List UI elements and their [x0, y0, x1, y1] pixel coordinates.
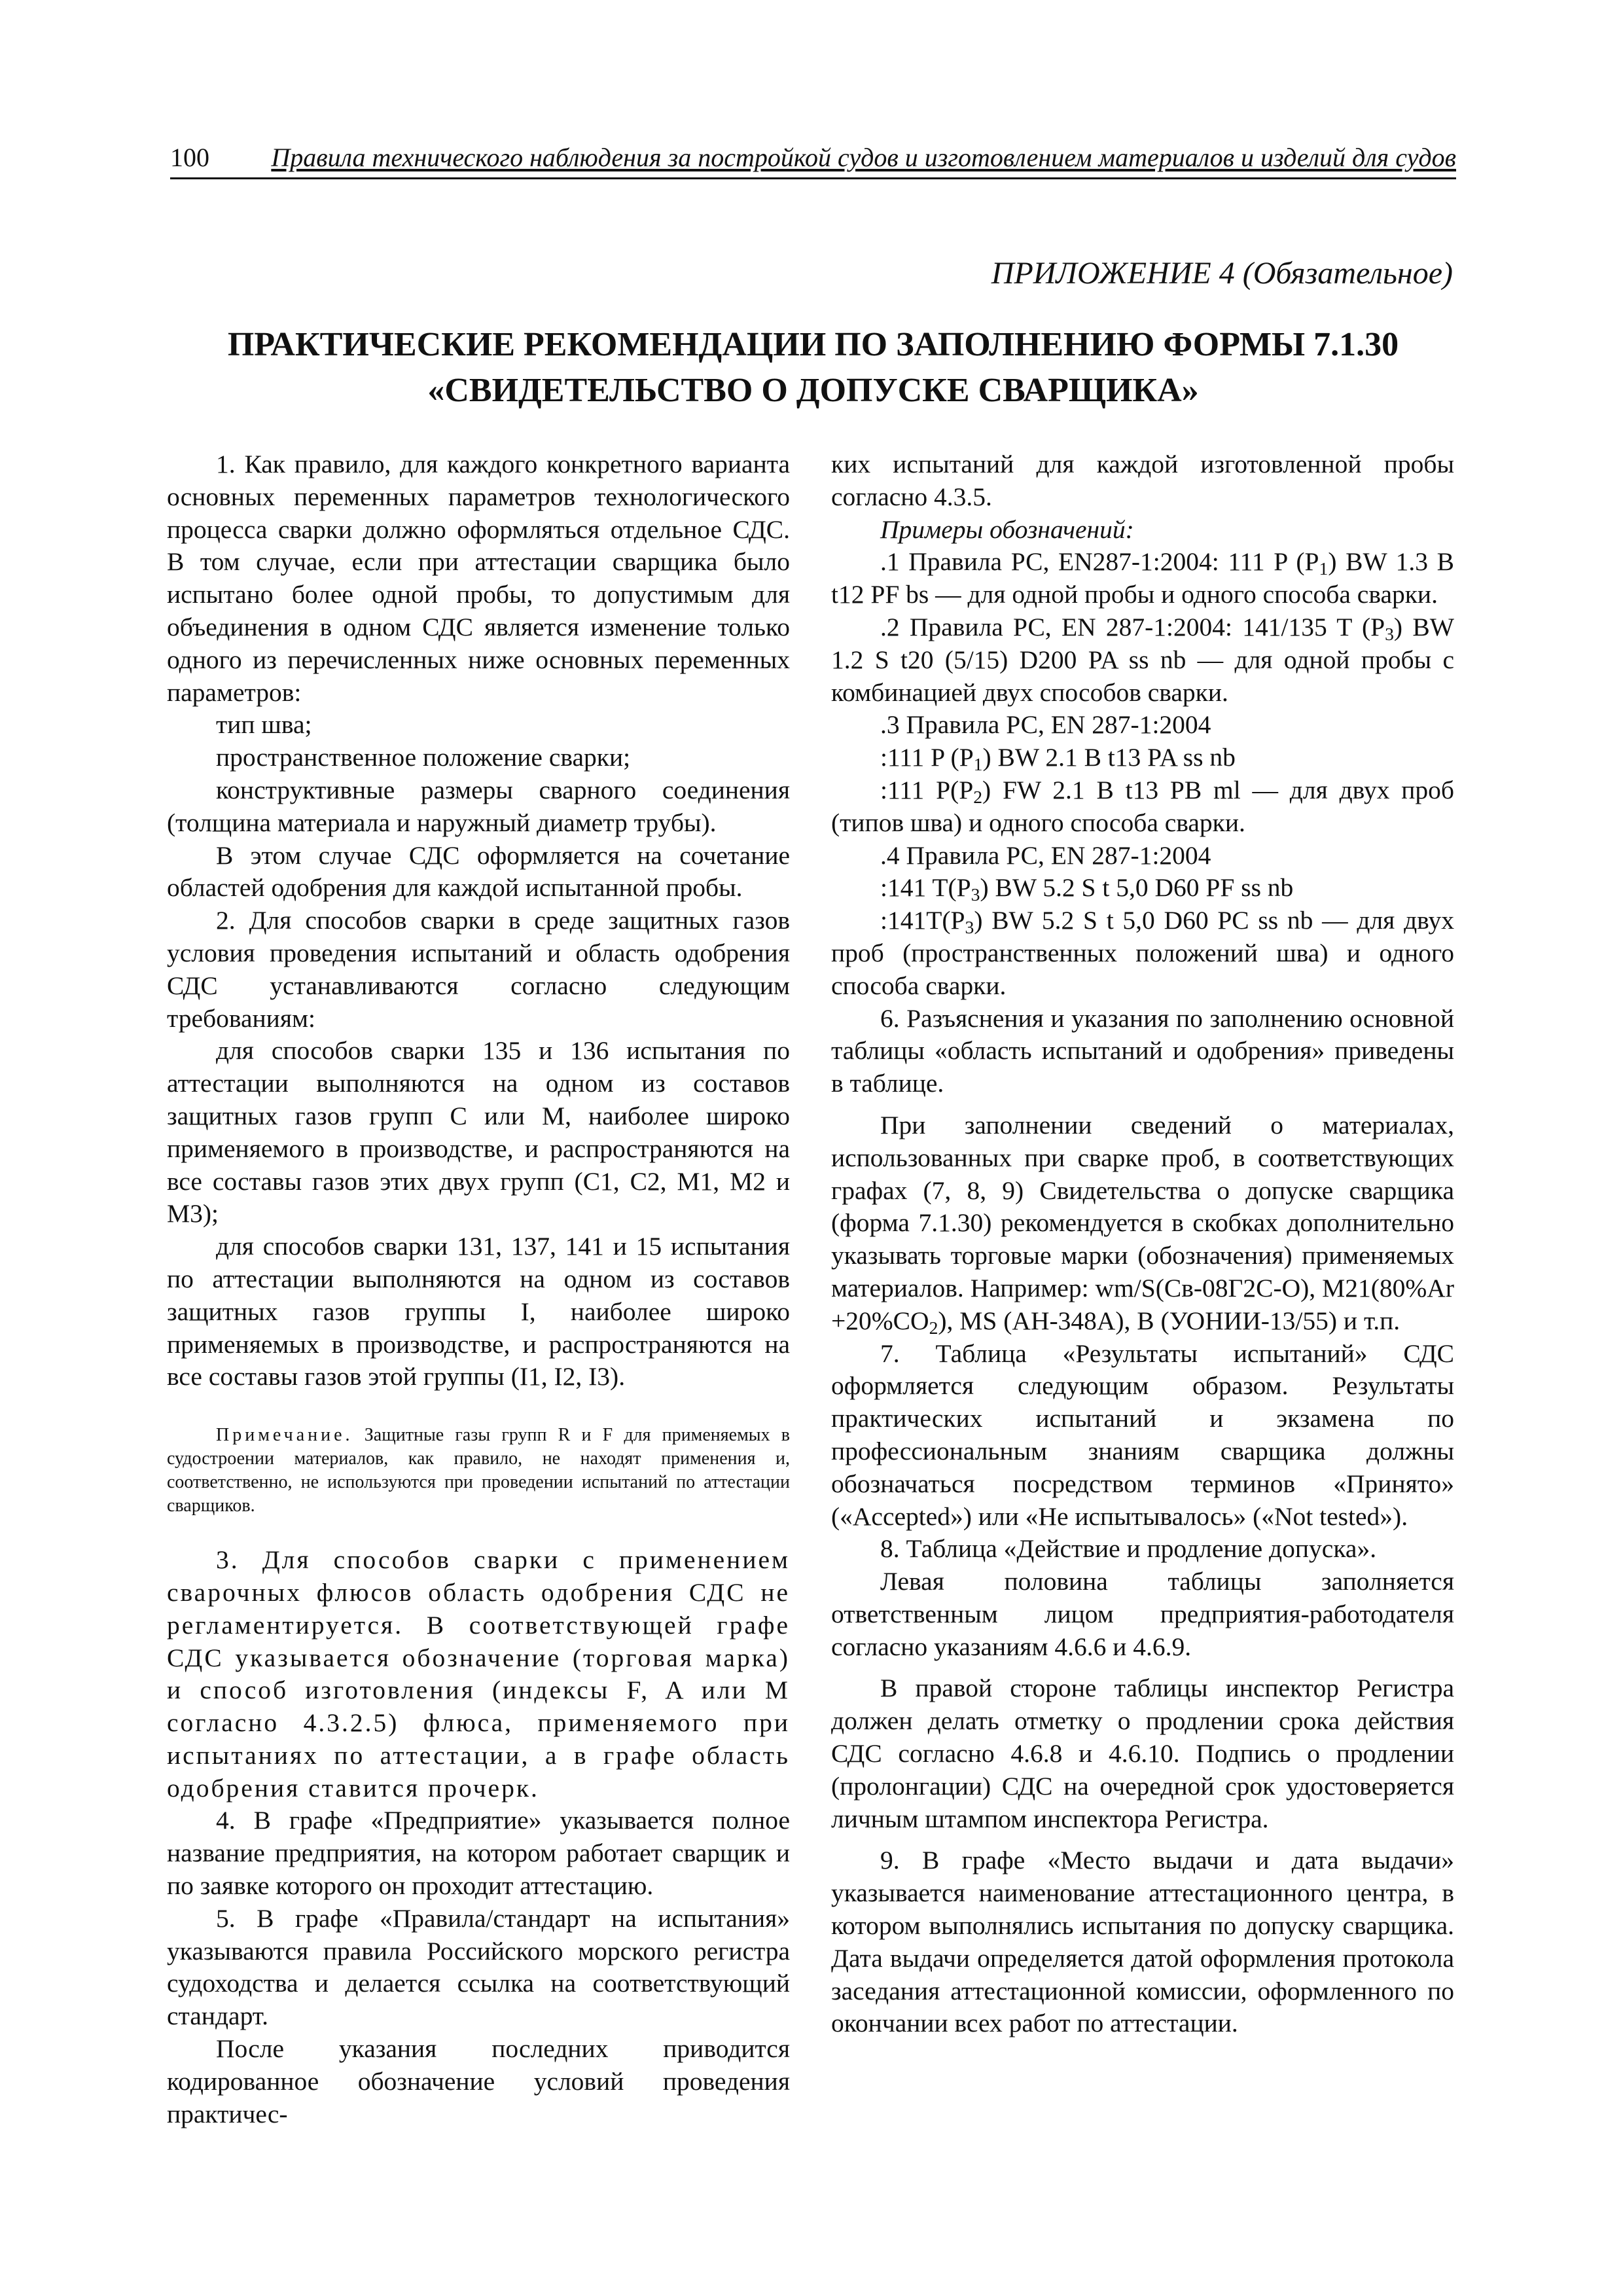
note [167, 1424, 790, 1518]
paragraph-1: 1. Как правило, для каждого конкретного варианта основных переменных параметров технологического процесса сварки должно оформляться отдельное СДС. В том случае, если при аттестации сварщика было испытано более одной пробы, то допустимым для объединения в одном СДС является изменение только одного из перечисленных ниже основных переменных параметров: [167, 450, 790, 707]
example-3-line-1: :111 P $(P_1)$ BW 2.1 B t13 PA ss nb [880, 743, 1236, 775]
title-line-1: ПРАКТИЧЕСКИЕ РЕКОМЕНДАЦИИ ПО ЗАПОЛНЕНИЮ ФОРМЫ 7.1.30 [227, 326, 1399, 363]
paragraph-2: 2. Для способов сварки в среде защитных газов условия проведения испытаний и область одобрения СДС устанавливаются согласно следующим требованиям: [167, 906, 790, 1033]
paragraph-4: 4. В графе «Предприятие» указывается полное название предприятия, на котором работает сварщик и по заявке которого он проходит аттестацию. [167, 1806, 790, 1901]
example-4-line-2: $:141T(P_3)$ BW 5.2 S t 5,0 D60 PC ss nb — для двух проб (пространственных положений шва) и одного способа сварки. [831, 906, 1454, 1000]
paragraph-2-a: для способов сварки 135 и 136 испытания по аттестации выполняются на одном из составов защитных газов групп C или M, наиболее широко применяемого в производстве, и распространяются на все составы газов этих двух групп (C1, C2, M1, M2 и M3); [167, 1036, 790, 1229]
paragraph-5: 5. В графе «Правила/стандарт на испытания» указываются правила Российского морского регистра судоходства и делается ссылка на соответствующий стандарт. [167, 1903, 790, 2031]
paragraph-8: 8. Таблица «Действие и продление допуска». [880, 1534, 1377, 1564]
running-title: Правила технического наблюдения за постройкой судов и изготовлением материалов и изделий для судов [271, 143, 1456, 172]
paragraph-3: 3. Для способов сварки с применением сварочных флюсов область одобрения СДС не регламентируется. В соответствующей графе СДС указывается обозначение (торговая марка) и способ изготовления (индексы F, A или M согласно 4.3.2.5) флюса, применяемого при испытаниях по аттестации, а в графе область одобрения ставится прочерк. [167, 1545, 790, 1803]
paragraph-9: 9. В графе «Место выдачи и дата выдачи» указывается наименование аттестационного центра, в котором выполнялись испытания по допуску сварщика. Дата выдачи определяется датой оформления протокола заседания аттестационной комиссии, оформленного по окончании всех работ по аттестации. [831, 1846, 1454, 2038]
left-column [167, 448, 790, 2130]
title-line-2: «СВИДЕТЕЛЬСТВО О ДОПУСКЕ СВАРЩИКА» [427, 372, 1199, 409]
right-column [831, 448, 1454, 2040]
example-1: .1 Правила РС, EN287-1:2004: 111 P $(P_1)$ BW 1.3 B t12 PF bs — для одной пробы и одного способа сварки. [831, 547, 1454, 609]
note-label: Примечание. [216, 1425, 353, 1446]
running-header [170, 134, 1456, 179]
note-text: Защитные газы групп R и F для применяемых в судостроении материалов, как правило, не находят применения и, соответственно, не используются при проведении испытаний по аттестации сварщиков. [167, 1425, 790, 1516]
paragraph-6-b: При заполнении сведений о материалах, использованных при сварке проб, в соответствующих графах (7, 8, 9) Свидетельства о допуске сварщика (форма 7.1.30) рекомендуется в скобках дополнительно указывать торговые марки (обозначения) применяемых материалов. Например: wm/S(Св-08Г2С-О), $M21(80\%Ar +20\%CO_2)$, MS (АН-348А), B (УОНИИ-13/55) и т.п. [831, 1110, 1454, 1338]
list-item: конструктивные размеры сварного соединения (толщина материала и наружный диаметр трубы). [167, 775, 790, 837]
paragraph-8-b: В правой стороне таблицы инспектор Регистра должен делать отметку о продлении срока действия СДС согласно 4.6.8 и 4.6.10. Подпись о продлении (пролонгации) СДС на очередной срок удостоверяется личным штампом инспектора Регистра. [831, 1674, 1454, 1833]
list-item: пространственное положение сварки; [216, 743, 631, 772]
example-2: .2 Правила РС, EN 287-1:2004: 141/135 T $(P_3)$ BW 1.2 S t20 (5/15) D200 PA ss nb — для одной пробы с комбинацией двух способов сварки. [831, 612, 1454, 707]
example-4-line-1: :141 $T(P_3)$ BW 5.2 S t 5,0 D60 PF ss nb [880, 873, 1294, 905]
paragraph-1-tail: В этом случае СДС оформляется на сочетание областей одобрения для каждой испытанной пробы. [167, 840, 790, 903]
example-3-line-2: :111 $P(P_2)$ FW 2.1 B t13 PB ml — для двух проб (типов шва) и одного способа сварки. [831, 775, 1454, 837]
paragraph-8-a: Левая половина таблицы заполняется ответственным лицом предприятия-работодателя согласно указаниям 4.6.6 и 4.6.9. [831, 1567, 1454, 1661]
example-3-title: .3 Правила РС, EN 287-1:2004 [880, 710, 1211, 740]
paragraph-5-tail: После указания последних приводится кодированное обозначение условий проведения практичес- [167, 2034, 790, 2128]
continued-text: ких испытаний для каждой изготовленной пробы согласно 4.3.5. [831, 450, 1454, 511]
examples-label: Примеры обозначений: [880, 514, 1134, 544]
paragraph-6: 6. Разъяснения и указания по заполнению основной таблицы «область испытаний и одобрения» приведены в таблице. [831, 1003, 1454, 1098]
document-title [170, 322, 1456, 414]
page-number: 100 [170, 143, 209, 172]
list-item: тип шва; [216, 710, 312, 740]
example-4-title: .4 Правила РС, EN 287-1:2004 [880, 840, 1211, 870]
paragraph-2-b: для способов сварки 131, 137, 141 и 15 испытания по аттестации выполняются на одном из составов защитных газов группы I, наиболее широко применяемых в производстве, и распространяются на все составы газов этой группы (I1, I2, I3). [167, 1232, 790, 1391]
appendix-label: ПРИЛОЖЕНИЕ 4 (Обязательное) [991, 256, 1453, 291]
paragraph-7: 7. Таблица «Результаты испытаний» СДС оформляется следующим образом. Результаты практических испытаний и экзамена по профессиональным знаниям сварщика должны обозначаться посредством терминов «Принято» («Accepted») или «Не испытывалось» («Not tested»). [831, 1338, 1454, 1531]
